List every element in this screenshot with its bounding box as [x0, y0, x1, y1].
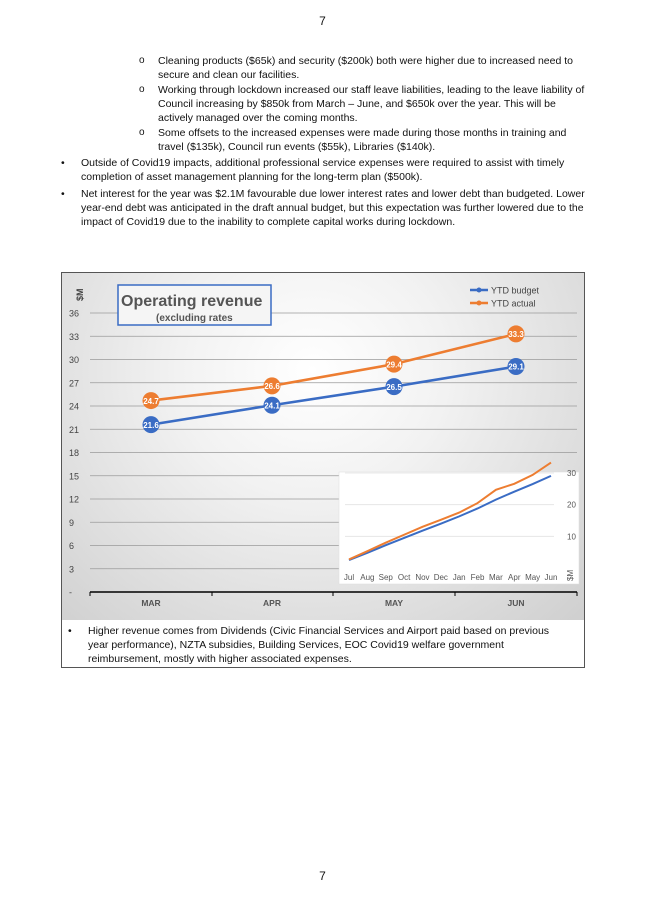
inset-x-tick-label: Apr: [508, 573, 521, 582]
y-tick-label: 9: [69, 517, 75, 528]
inset-x-tick-label: Jul: [343, 573, 355, 582]
legend-label: YTD actual: [491, 298, 536, 309]
chart-figure: [61, 272, 585, 668]
legend-marker: [477, 301, 482, 306]
inset-y-axis-label: $M: [566, 569, 575, 581]
y-tick-label: 3: [69, 564, 75, 575]
y-tick-label: 24: [69, 401, 80, 412]
y-tick-label: 6: [69, 541, 75, 551]
inset-x-tick-label: Oct: [397, 573, 411, 582]
inset-x-tick-label: Dec: [433, 573, 448, 582]
chart-caption-bullet: [68, 624, 568, 667]
disc-bullet-icon: •: [61, 188, 65, 200]
chart-caption-text: Higher revenue comes from Dividends (Civic Financial Services and Airport paid based on previous year performance), NZTA subsidies, Building Services, EOC Covid19 welfare government reimbursement, mostly with higher associated expenses.: [88, 625, 550, 666]
legend-label: YTD budget: [491, 285, 540, 296]
data-label: 26.6: [264, 382, 280, 392]
inset-y-tick-label: 30: [567, 469, 576, 478]
disc-bullet-icon: •: [68, 625, 72, 637]
circle-bullet-icon: o: [139, 55, 145, 66]
sub-bullet-text: Some offsets to the increased expenses were made during those months in training and travel ($135k), Council run events ($55k), Libraries ($140k).: [158, 127, 567, 154]
bullet-text: Outside of Covid19 impacts, additional professional service expenses were required to assist with timely completion of asset management planning for the long-term plan ($500k).: [81, 157, 565, 184]
y-tick-label: 18: [69, 448, 80, 458]
data-label: 24.1: [264, 401, 280, 411]
series-line: [151, 334, 516, 401]
sub-bullet: [139, 54, 588, 82]
inset-x-tick-label: Jun: [544, 573, 558, 582]
sub-bullet: [139, 83, 588, 126]
inset-x-tick-label: Mar: [489, 573, 503, 582]
chart-title: Operating revenue: [121, 293, 263, 310]
inset-x-tick-label: Feb: [470, 573, 485, 582]
y-tick-label: 30: [69, 355, 80, 365]
data-label: 29.1: [508, 362, 524, 372]
data-label: 24.7: [143, 396, 159, 406]
inset-x-tick-label: Nov: [415, 573, 430, 582]
x-tick-label: JUN: [507, 598, 525, 608]
x-tick-label: APR: [263, 598, 281, 608]
inset-x-tick-label: Sep: [378, 573, 393, 582]
chart-subtitle: (excluding rates: [156, 313, 233, 324]
operating-revenue-chart: [62, 273, 584, 620]
y-tick-label: 12: [69, 494, 80, 505]
data-label: 29.4: [386, 360, 402, 370]
y-axis-label: $M: [75, 288, 85, 301]
bullet-text: Net interest for the year was $2.1M favourable due lower interest rates and lower debt than budgeted. Lower year-end debt was anticipated in the draft annual budget, but this expectation was further lowered due to the impact of Covid19 due to the inability to complete capital works during lockdown.: [81, 188, 585, 229]
sub-bullet: [139, 126, 588, 154]
circle-bullet-icon: o: [139, 84, 145, 95]
y-tick-label: 27: [69, 378, 80, 389]
inset-y-tick-label: 10: [567, 532, 576, 542]
y-tick-label: 15: [69, 471, 80, 482]
y-tick-label: 21: [69, 424, 80, 435]
x-tick-label: MAR: [141, 598, 161, 608]
inset-y-tick-label: 20: [567, 500, 576, 510]
y-tick-label: 33: [69, 331, 80, 342]
legend-marker: [477, 288, 482, 293]
data-label: 26.5: [386, 382, 402, 392]
disc-bullet-icon: •: [61, 157, 65, 169]
sub-bullet-text: Working through lockdown increased our staff leave liabilities, leading to the leave liability of Council increasing by $850k from March – June, and $650k over the year. This will be actively managed over the coming months.: [158, 84, 585, 125]
bullet: [61, 156, 591, 184]
y-tick-label: -: [69, 587, 72, 598]
bullet: [61, 187, 591, 230]
x-tick-label: MAY: [384, 598, 404, 608]
circle-bullet-icon: o: [139, 127, 145, 138]
page-number-top: 7: [319, 14, 326, 28]
data-label: 33.3: [508, 330, 524, 340]
inset-x-tick-label: Aug: [360, 573, 375, 582]
sub-bullet-text: Cleaning products ($65k) and security ($200k) both were higher due to increased need to secure and clean our facilities.: [158, 55, 574, 82]
inset-x-tick-label: May: [525, 573, 541, 582]
data-label: 21.6: [143, 420, 159, 430]
inset-x-tick-label: Jan: [452, 573, 466, 582]
y-tick-label: 36: [69, 308, 80, 319]
page-number-bottom: 7: [319, 869, 326, 883]
inset-chart-background: [339, 472, 579, 584]
